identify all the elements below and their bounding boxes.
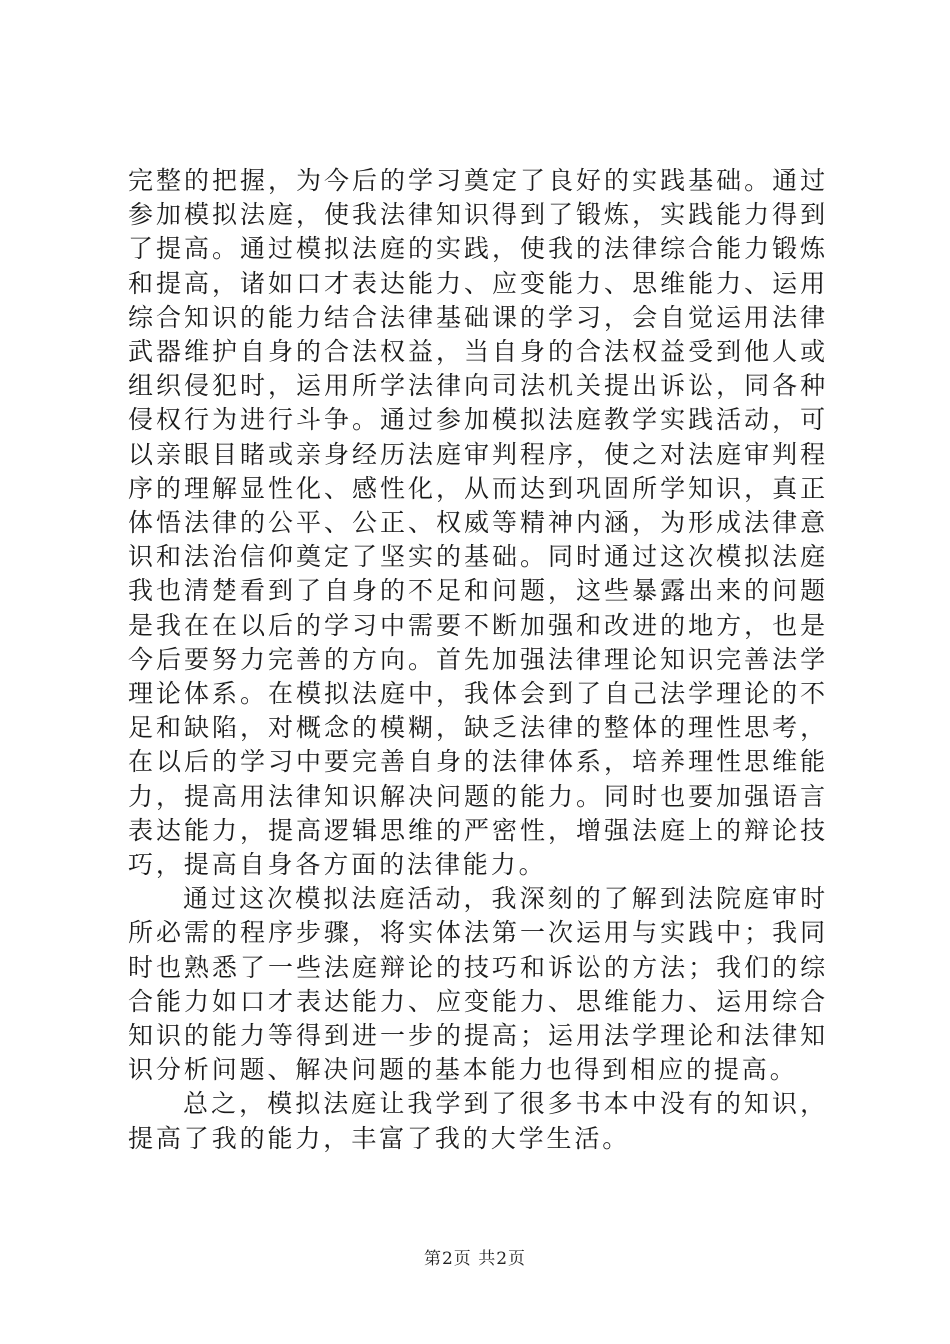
paragraph-3: 总之，模拟法庭让我学到了很多书本中没有的知识，提高了我的能力，丰富了我的大学生活。 <box>128 1089 828 1153</box>
paragraph-2: 通过这次模拟法庭活动，我深刻的了解到法院庭审时所必需的程序步骤，将实体法第一次运用与实践中；我同时也熟悉了一些法庭辩论的技巧和诉讼的方法；我们的综合能力如口才表达能力、应变能力、思维能力、运用综合知识的能力等得到进一步的提高；运用法学理论和法律知识分析问题、解决问题的基本能力也得到相应的提高。 <box>128 884 828 1085</box>
document-body <box>128 164 828 1156</box>
paragraph-1: 完整的把握，为今后的学习奠定了良好的实践基础。通过参加模拟法庭，使我法律知识得到了锻炼，实践能力得到了提高。通过模拟法庭的实践，使我的法律综合能力锻炼和提高，诸如口才表达能力、应变能力、思维能力、运用综合知识的能力结合法律基础课的学习，会自觉运用法律武器维护自身的合法权益，当自身的合法权益受到他人或组织侵犯时，运用所学法律向司法机关提出诉讼，同各种侵权行为进行斗争。通过参加模拟法庭教学实践活动，可以亲眼目睹或亲身经历法庭审判程序，使之对法庭审判程序的理解显性化、感性化，从而达到巩固所学知识，真正体悟法律的公平、公正、权威等精神内涵，为形成法律意识和法治信仰奠定了坚实的基础。同时通过这次模拟法庭我也清楚看到了自身的不足和问题，这些暴露出来的问题是我在在以后的学习中需要不断加强和改进的地方，也是今后要努力完善的方向。首先加强法律理论知识完善法学理论体系。在模拟法庭中，我体会到了自己法学理论的不足和缺陷，对概念的模糊，缺乏法律的整体的理性思考，在以后的学习中要完善自身的法律体系，培养理性思维能力，提高用法律知识解决问题的能力。同时也要加强语言表达能力，提高逻辑思维的严密性，增强法庭上的辩论技巧，提高自身各方面的法律能力。 <box>128 166 828 880</box>
page-number-footer: 第2页 共2页 <box>423 1249 527 1269</box>
